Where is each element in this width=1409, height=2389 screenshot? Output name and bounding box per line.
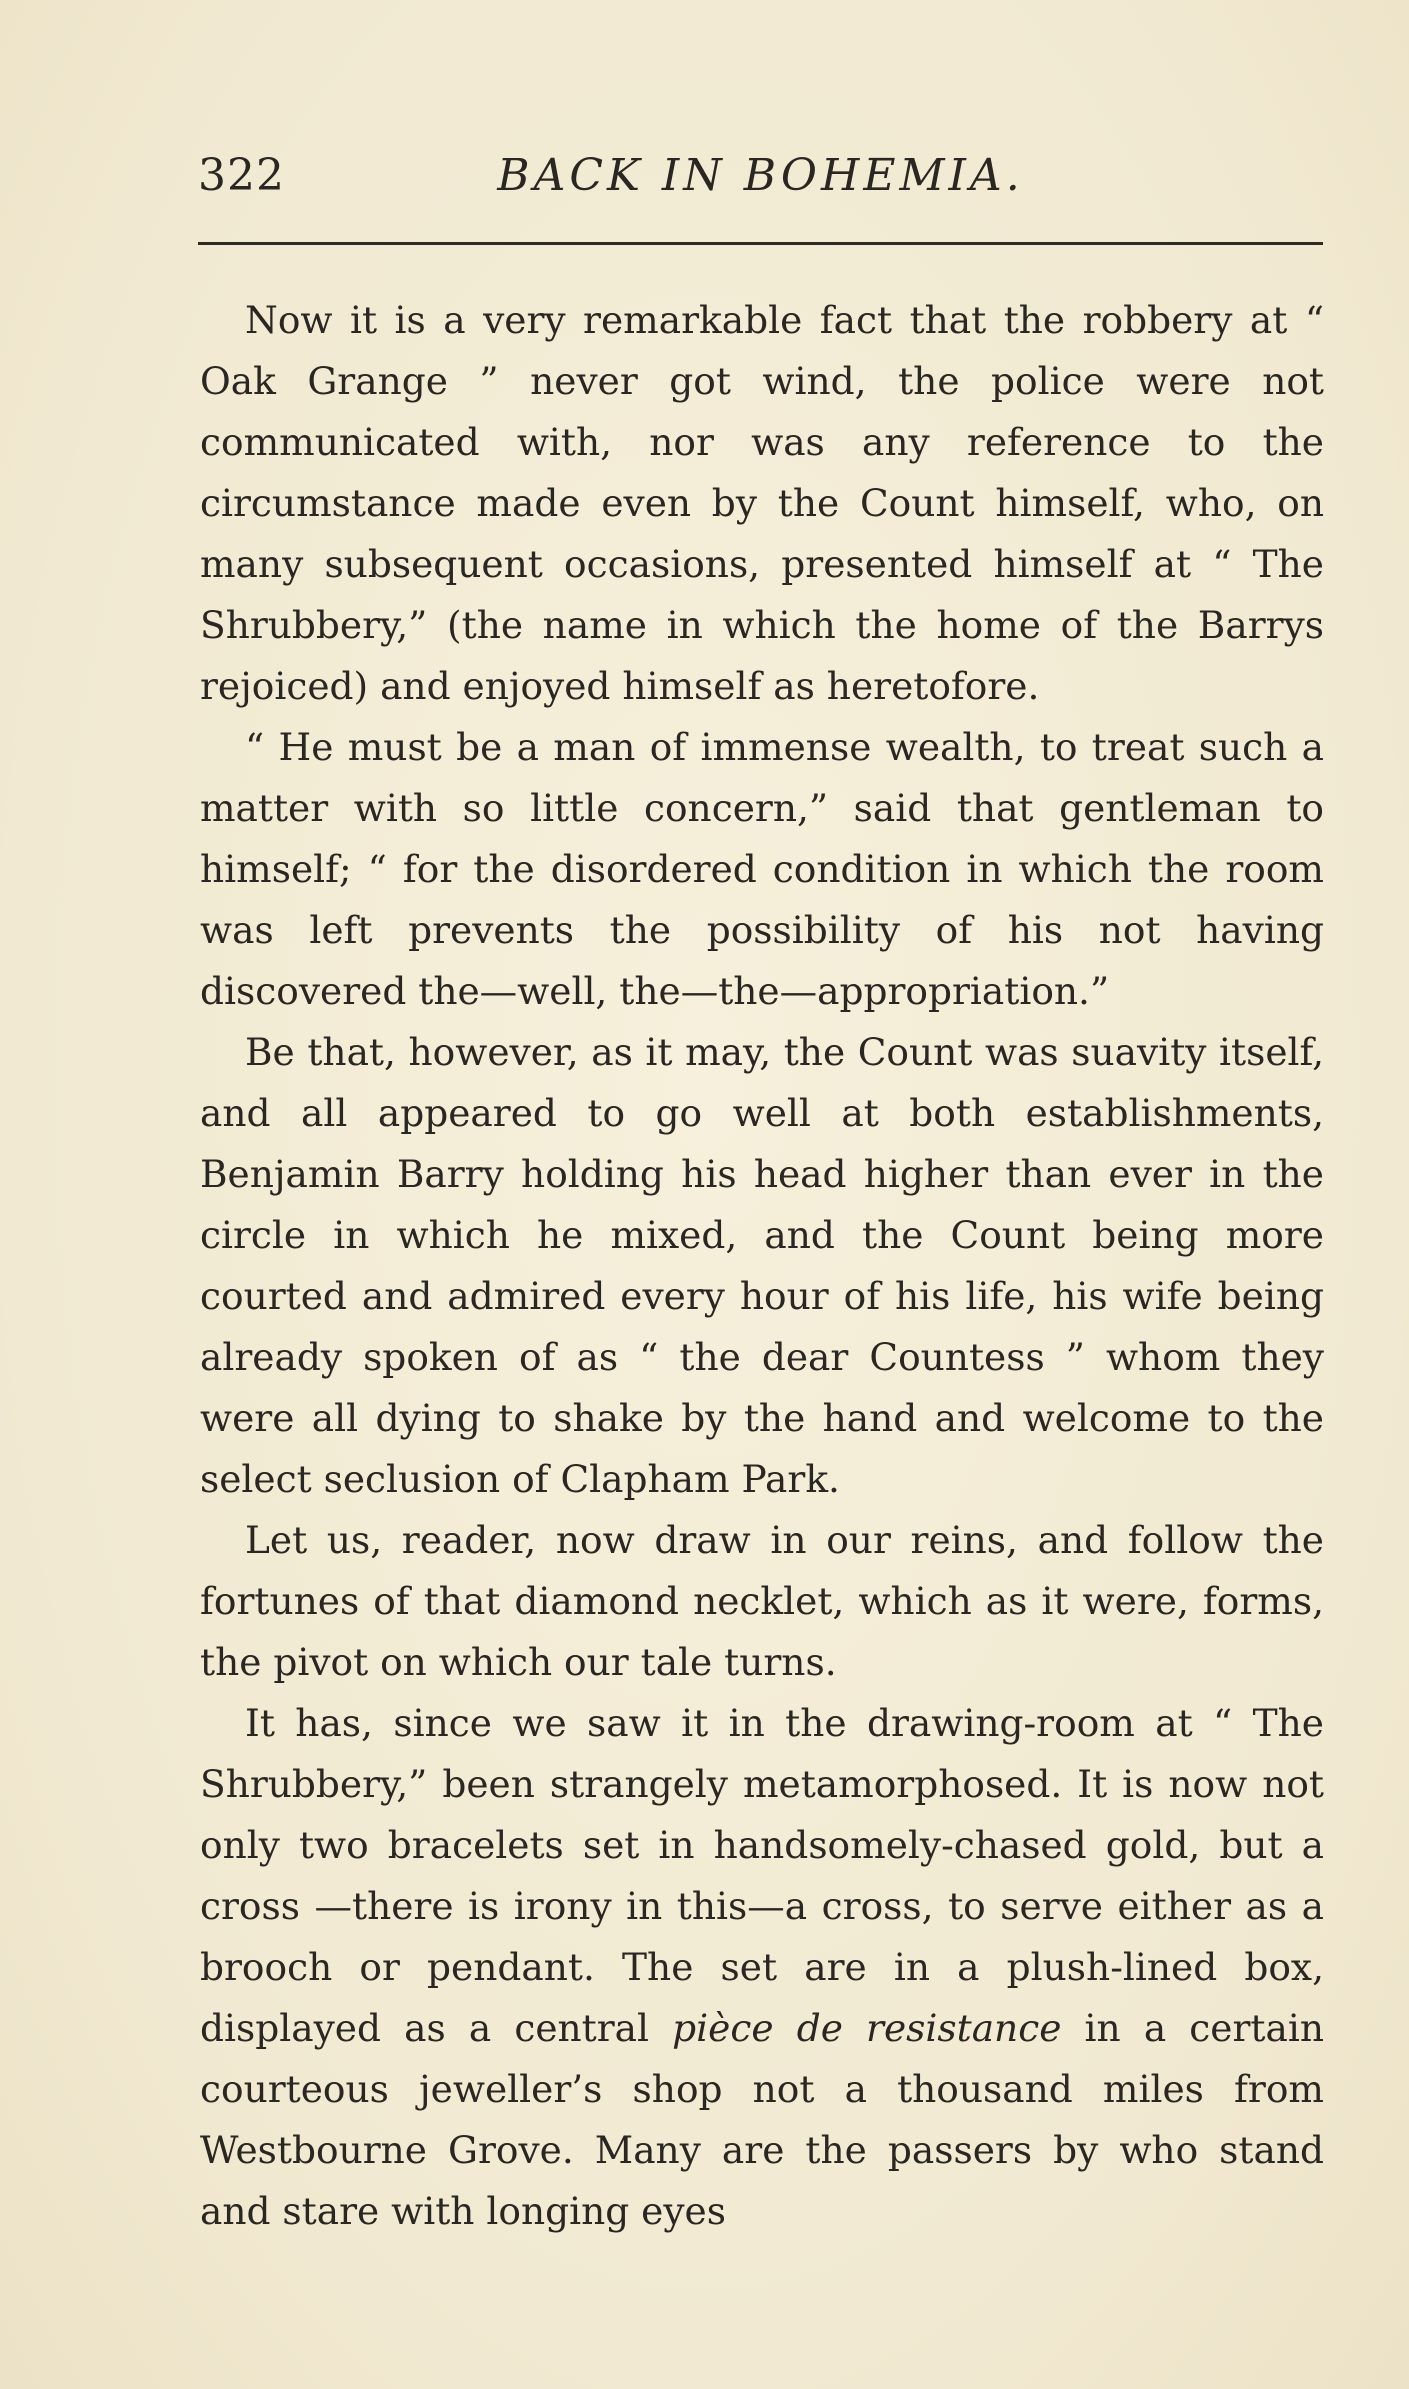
page-header bbox=[198, 150, 1323, 210]
paragraph-5 bbox=[200, 1693, 1324, 2242]
running-title: BACK IN BOHEMIA. bbox=[497, 150, 1024, 201]
paragraph-2: “ He must be a man of immense wealth, to treat such a matter with so little concern,” said that gentleman to himself; “ for the disordered condition in which the room was left prevents the possibility of his not having discovered the—well, the—the—appropriation.” bbox=[200, 725, 1324, 1013]
paragraph-4: Let us, reader, now draw in our reins, and follow the fortunes of that diamond necklet, which as it were, forms, the pivot on which our tale turns. bbox=[200, 1518, 1324, 1684]
paragraph-3: Be that, however, as it may, the Count was suavity itself, and all appeared to go well at both establishments, Benjamin Barry holding his head higher than ever in the circle in which he mixed, and the Count being more courted and admired every hour of his life, his wife being already spoken of as “ the dear Countess ” whom they were all dying to shake by the hand and welcome to the select seclusion of Clapham Park. bbox=[200, 1030, 1324, 1501]
paragraph-5-part-2: in a certain courteous jeweller’s shop not a thousand miles from Westbourne Grove. Many are the passers by who stand and stare with longing eyes bbox=[200, 2006, 1324, 2233]
page-number: 322 bbox=[198, 150, 285, 201]
paragraph-1: Now it is a very remarkable fact that the robbery at “ Oak Grange ” never got wind, the police were not communicated with, nor was any reference to the circumstance made even by the Count himself, who, on many subsequent occasions, presented himself at “ The Shrubbery,” (the name in which the home of the Barrys rejoiced) and enjoyed himself as heretofore. bbox=[200, 298, 1324, 708]
italic-phrase: pièce de resistance bbox=[672, 2006, 1062, 2050]
header-rule bbox=[198, 242, 1323, 245]
body-text bbox=[200, 290, 1324, 2242]
paragraph-5-part-1: It has, since we saw it in the drawing-room at “ The Shrubbery,” been strangely metamorphosed. It is now not only two bracelets set in handsomely-chased gold, but a cross —there is irony in this—a cross, to serve either as a brooch or pendant. The set are in a plush-lined box, displayed as a central bbox=[200, 1701, 1324, 2050]
